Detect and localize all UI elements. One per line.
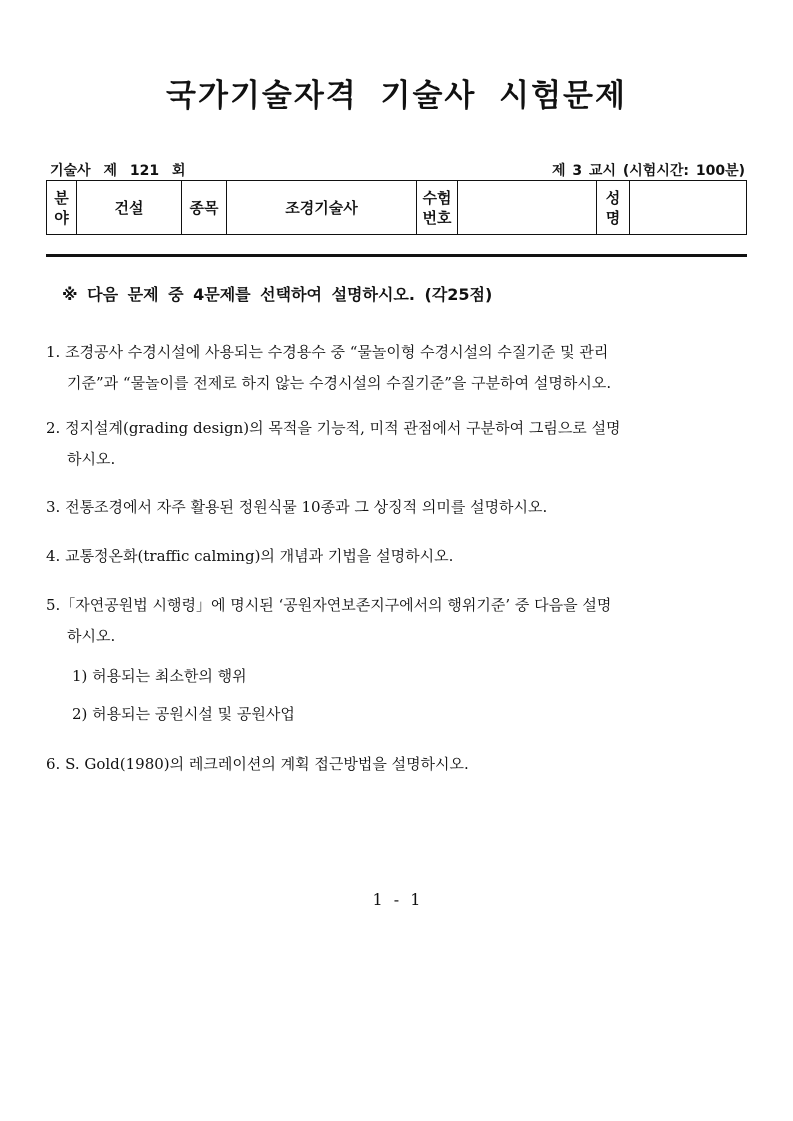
instruction-text: ※ 다음 문제 중 4문제를 선택하여 설명하시오. (각25점) bbox=[62, 285, 493, 304]
name-label-cell: 성 명 bbox=[597, 181, 630, 235]
question-5-sub-2: 2) 허용되는 공원시설 및 공원사업 bbox=[72, 705, 295, 723]
question-5-sub-1: 1) 허용되는 최소한의 행위 bbox=[72, 667, 247, 685]
question-1: 1. 조경공사 수경시설에 사용되는 수경용수 중 “물놀이형 수경시설의 수질기준 및 관리 기준”과 “물놀이를 전제로 하지 않는 수경시설의 수질기준”을 구분하여 설명하시오. bbox=[46, 343, 612, 392]
field-value-cell: 건설 bbox=[77, 181, 182, 235]
category-value-cell: 조경기술사 bbox=[227, 181, 417, 235]
page-number: 1 - 1 bbox=[372, 890, 421, 909]
page-title: 국가기술자격 기술사 시험문제 bbox=[166, 78, 627, 114]
question-6: 6. S. Gold(1980)의 레크레이션의 계획 접근방법을 설명하시오. bbox=[46, 755, 469, 773]
exam-session: 제 3 교시 (시험시간: 100분) bbox=[551, 163, 745, 179]
field-label-cell: 분 야 bbox=[47, 181, 77, 235]
name-field[interactable] bbox=[630, 181, 747, 235]
exam-number-field[interactable] bbox=[458, 181, 597, 235]
category-label-cell: 종목 bbox=[182, 181, 227, 235]
exam-round: 기술사 제 121 회 bbox=[50, 163, 186, 179]
question-4: 4. 교통정온화(traffic calming)의 개념과 기법을 설명하시오. bbox=[46, 547, 454, 565]
question-2: 2. 정지설계(grading design)의 목적을 기능적, 미적 관점에서 구분하여 그림으로 설명 하시오. bbox=[46, 419, 621, 468]
question-3: 3. 전통조경에서 자주 활용된 정원식물 10종과 그 상징적 의미를 설명하시오. bbox=[46, 498, 548, 516]
exam-info-table bbox=[46, 180, 747, 235]
question-5: 5.「자연공원법 시행령」에 명시된 ‘공원자연보존지구에서의 행위기준’ 중 다음을 설명 하시오. bbox=[46, 596, 612, 645]
divider-line bbox=[46, 254, 747, 257]
exam-number-label-cell: 수험 번호 bbox=[417, 181, 458, 235]
